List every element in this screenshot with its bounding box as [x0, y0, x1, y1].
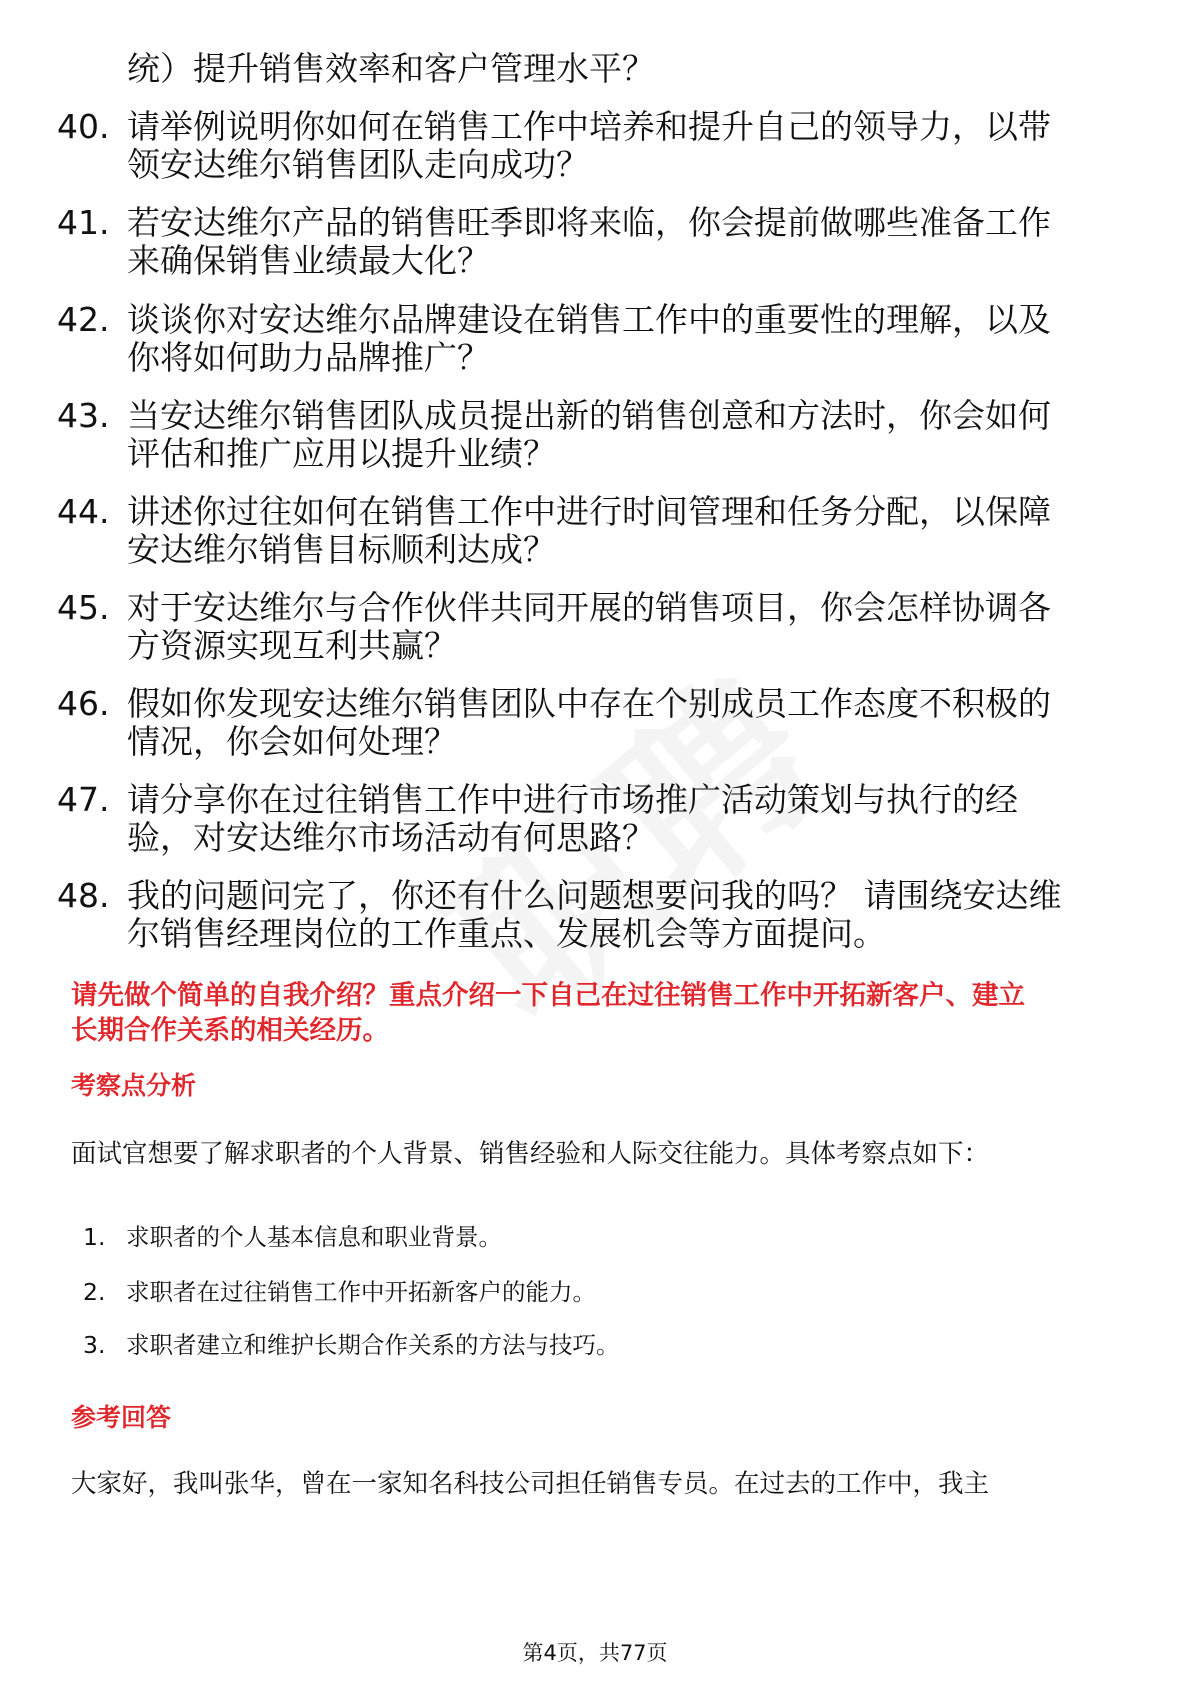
highlight-question-line: 请先做个简单的自我介绍？重点介绍一下自己在过往销售工作中开拓新客户、建立 [71, 980, 1025, 1011]
question-text-line: 谈谈你对安达维尔品牌建设在销售工作中的重要性的理解，以及 [127, 300, 1051, 339]
reference-answer-text: 大家好，我叫张华，曾在一家知名科技公司担任销售专员。在过去的工作中，我主 [71, 1469, 990, 1499]
question-text-line: 来确保销售业绩最大化？ [127, 241, 490, 280]
question-text-line: 情况，你会如何处理？ [127, 722, 457, 761]
question-text-line: 对于安达维尔与合作伙伴共同开展的销售项目，你会怎样协调各 [127, 588, 1051, 627]
question-number: 42. [57, 300, 110, 339]
question-number: 46. [57, 684, 110, 723]
question-text-line: 假如你发现安达维尔销售团队中存在个别成员工作态度不积极的 [127, 684, 1051, 723]
question-number: 47. [57, 780, 110, 819]
question-number: 44. [57, 492, 110, 531]
list-item-number: 2. [83, 1278, 106, 1306]
question-text-line: 你将如何助力品牌推广？ [127, 338, 490, 377]
question-text-line: 请分享你在过往销售工作中进行市场推广活动策划与执行的经 [127, 780, 1018, 819]
previous-question-continuation: 统）提升销售效率和客户管理水平？ [127, 49, 655, 88]
question-text-line: 当安达维尔销售团队成员提出新的销售创意和方法时，你会如何 [127, 396, 1051, 435]
list-item-number: 1. [83, 1223, 106, 1251]
question-number: 48. [57, 876, 110, 915]
question-number: 45. [57, 588, 110, 627]
question-text-line: 讲述你过往如何在销售工作中进行时间管理和任务分配，以保障 [127, 492, 1051, 531]
analysis-intro: 面试官想要了解求职者的个人背景、销售经验和人际交往能力。具体考察点如下： [71, 1139, 990, 1169]
question-text-line: 验，对安达维尔市场活动有何思路？ [127, 818, 655, 857]
question-text-line: 尔销售经理岗位的工作重点、发展机会等方面提问。 [127, 914, 886, 953]
reference-title: 参考回答 [71, 1403, 172, 1432]
analysis-title: 考察点分析 [71, 1071, 197, 1100]
list-item: 求职者在过往销售工作中开拓新客户的能力。 [126, 1278, 596, 1306]
question-text-line: 我的问题问完了，你还有什么问题想要问我的吗？ 请围绕安达维 [127, 876, 1062, 915]
question-text-line: 评估和推广应用以提升业绩？ [127, 434, 556, 473]
question-text-line: 方资源实现互利共赢？ [127, 626, 457, 665]
question-number: 41. [57, 203, 110, 242]
question-number: 40. [57, 107, 110, 146]
question-text-line: 领安达维尔销售团队走向成功？ [127, 145, 589, 184]
question-text-line: 若安达维尔产品的销售旺季即将来临，你会提前做哪些准备工作 [127, 203, 1051, 242]
list-item: 求职者建立和维护长期合作关系的方法与技巧。 [126, 1331, 620, 1359]
page-footer: 第4页，共77页 [522, 1641, 668, 1665]
question-text-line: 安达维尔销售目标顺利达成？ [127, 530, 556, 569]
highlight-question-line: 长期合作关系的相关经历。 [71, 1015, 389, 1046]
list-item: 求职者的个人基本信息和职业背景。 [126, 1223, 502, 1251]
question-number: 43. [57, 396, 110, 435]
list-item-number: 3. [83, 1331, 106, 1359]
question-text-line: 请举例说明你如何在销售工作中培养和提升自己的领导力，以带 [127, 107, 1051, 146]
